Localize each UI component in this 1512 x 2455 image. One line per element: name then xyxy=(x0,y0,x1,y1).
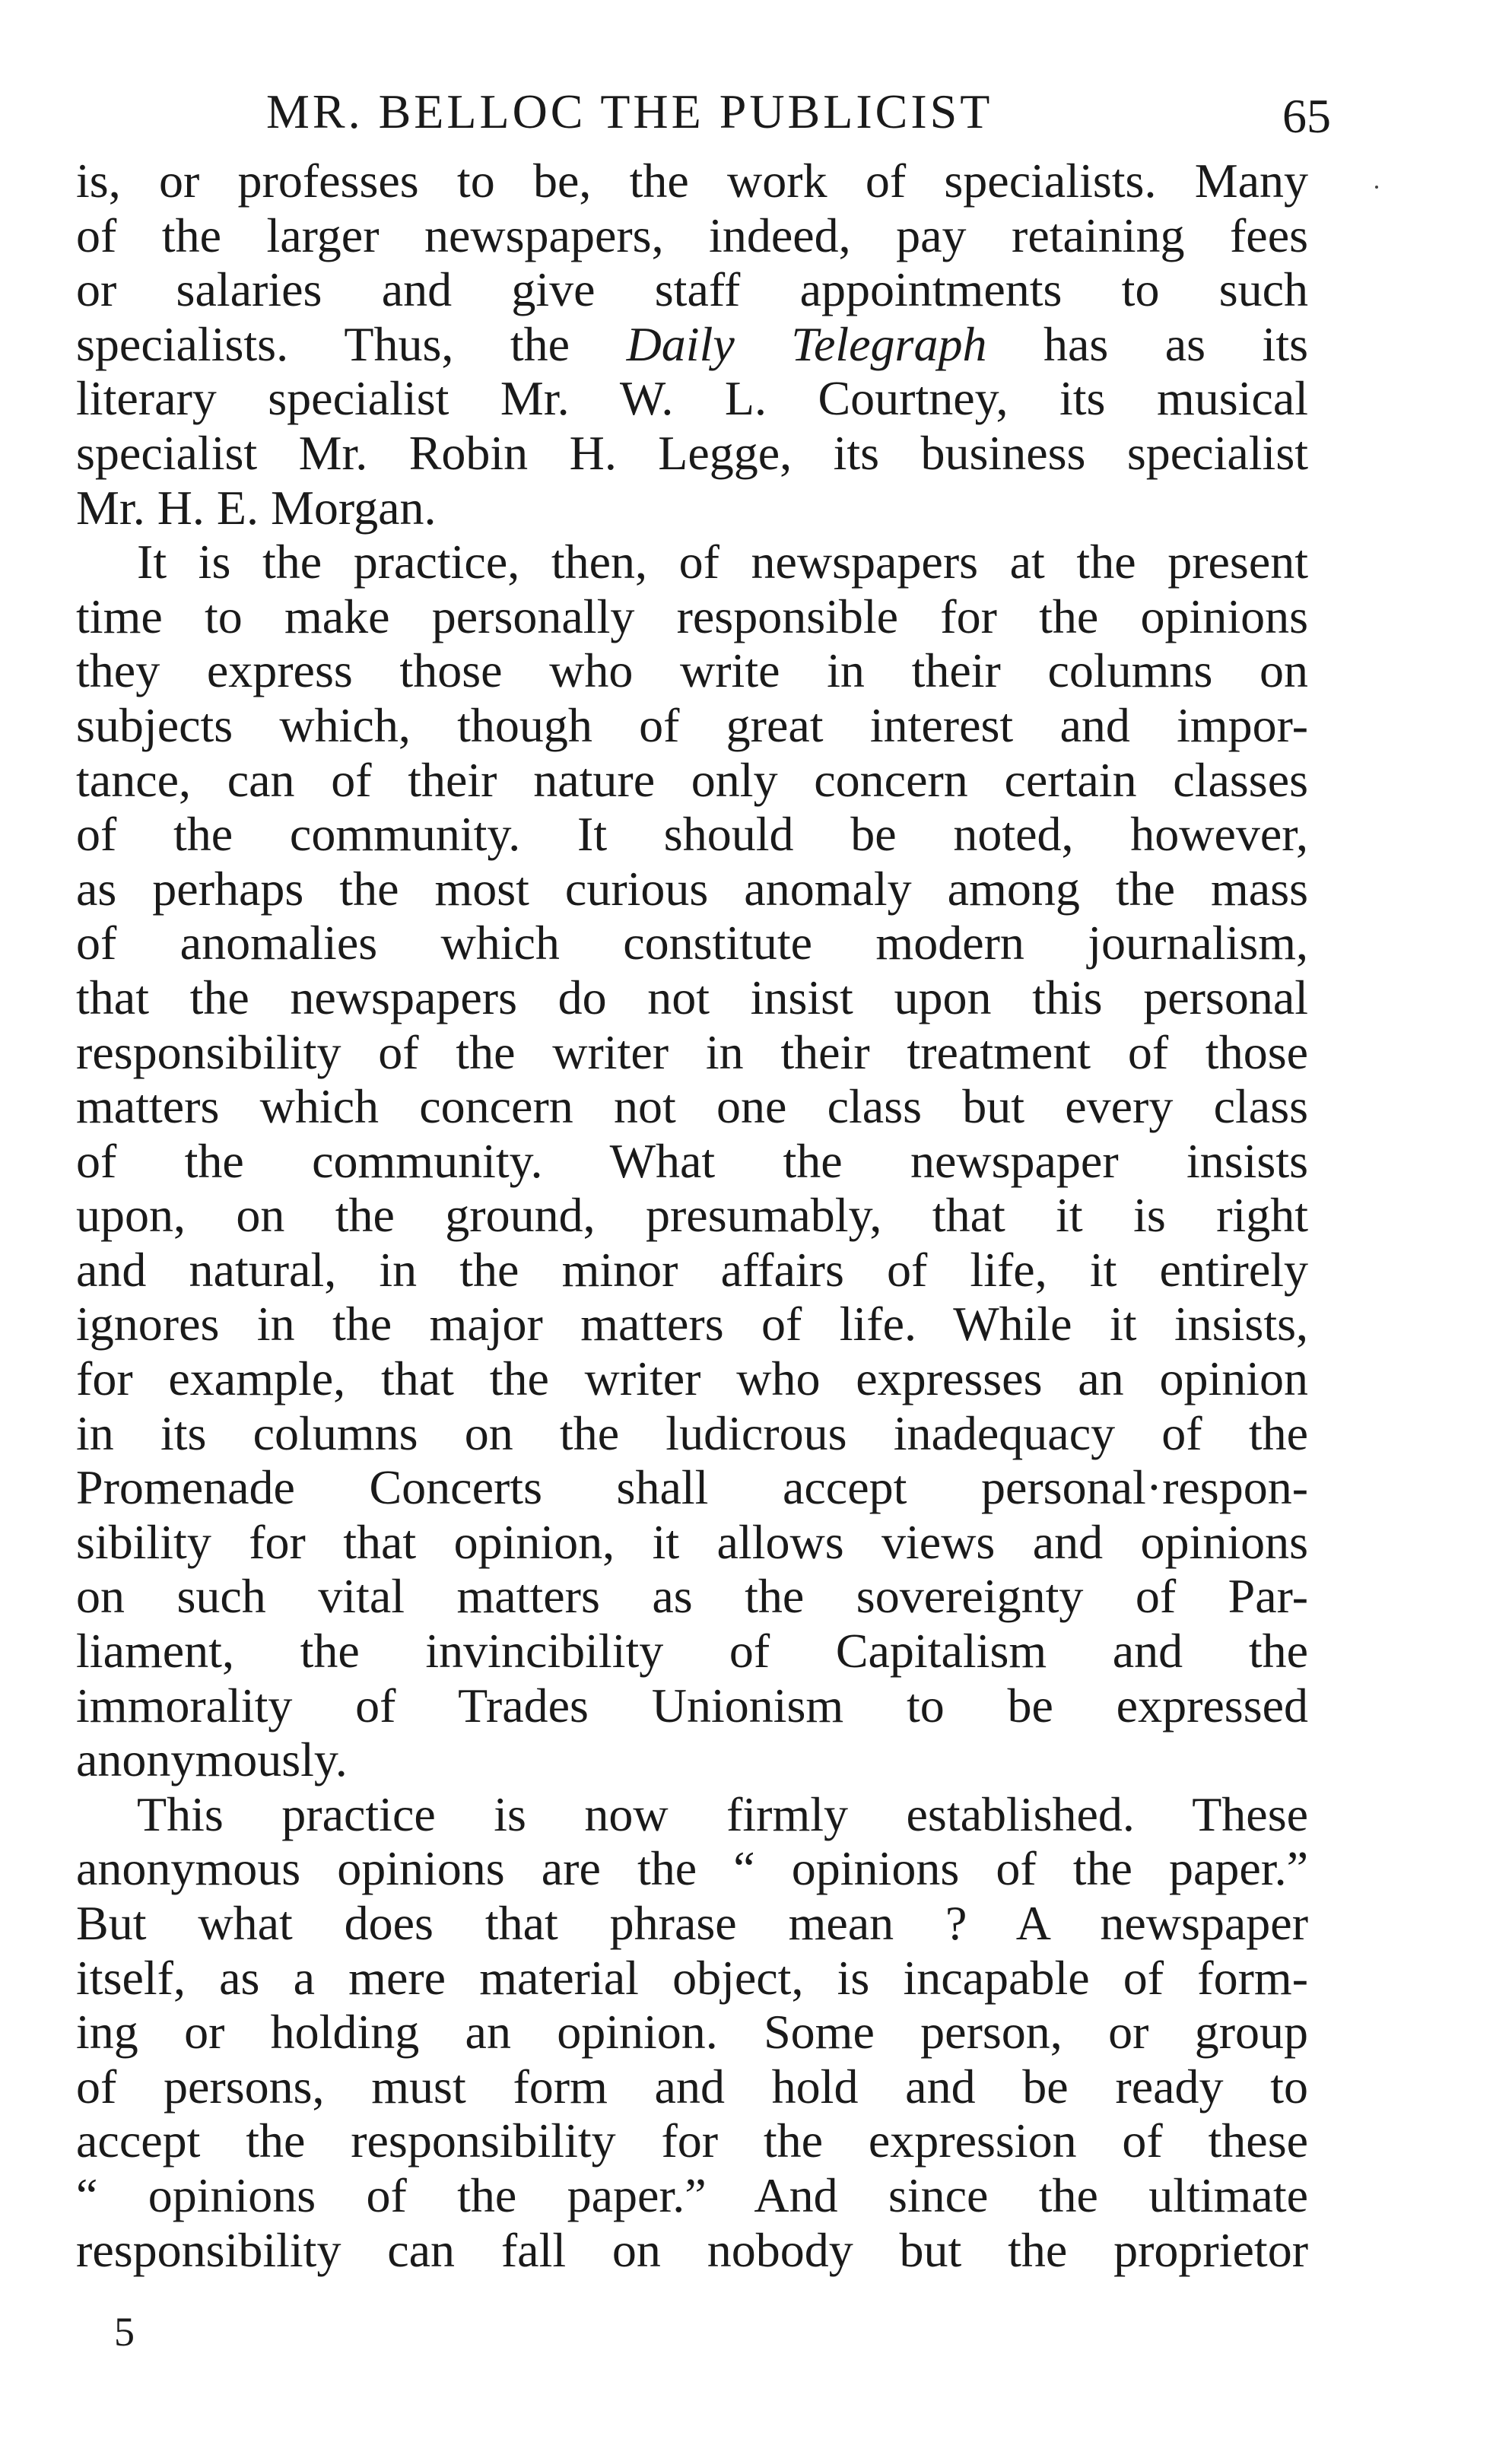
text-line: This practice is now firmly established. These xyxy=(137,1786,1308,1841)
text-line: responsibility of the writer in their treatment of those xyxy=(76,1024,1308,1079)
text-line: upon, on the ground, presumably, that it is right xyxy=(76,1188,1308,1243)
text-line: anonymous opinions are the “ opinions of the paper.” xyxy=(76,1841,1308,1896)
text-line: responsibility can fall on nobody but the proprietor xyxy=(76,2222,1308,2277)
text-line xyxy=(76,317,1308,372)
body-text xyxy=(76,154,1308,2277)
text-line: that the newspapers do not insist upon this personal xyxy=(76,970,1308,1024)
text-line: of persons, must form and hold and be ready to xyxy=(76,2059,1308,2114)
text-line: for example, that the writer who expresses an opinion xyxy=(76,1351,1308,1406)
book-page xyxy=(76,84,1331,2277)
text-line: is, or professes to be, the work of specialists. Many xyxy=(76,154,1308,208)
text-line: sibility for that opinion, it allows views and opinions xyxy=(76,1514,1308,1569)
text-line: tance, can of their nature only concern certain classes xyxy=(76,752,1308,807)
text-line: of anomalies which constitute modern journalism, xyxy=(76,916,1308,970)
text-line: in its columns on the ludicrous inadequacy of the xyxy=(76,1405,1308,1460)
page-header xyxy=(76,84,1331,154)
page-number: 65 xyxy=(1282,89,1331,143)
text-line: as perhaps the most curious anomaly among the mass xyxy=(76,861,1308,916)
text-line: accept the responsibility for the expression of these xyxy=(76,2114,1308,2168)
text-line: and natural, in the minor affairs of life, it entirely xyxy=(76,1242,1308,1297)
text-line: ignores in the major matters of life. While it insists, xyxy=(76,1297,1308,1351)
text-line: of the community. What the newspaper insists xyxy=(76,1133,1308,1188)
text-line: itself, as a mere material object, is incapable of form- xyxy=(76,1950,1308,2005)
text-line: liament, the invincibility of Capitalism and the xyxy=(76,1624,1308,1678)
text-line: on such vital matters as the sovereignty of Par- xyxy=(76,1569,1308,1624)
text-line: they express those who write in their columns on xyxy=(76,643,1308,698)
text-line: “ opinions of the paper.” And since the ultimate xyxy=(76,2168,1308,2222)
text-line: of the larger newspapers, indeed, pay retaining fees xyxy=(76,208,1308,262)
text-line: Mr. H. E. Morgan. xyxy=(76,480,437,535)
stray-mark xyxy=(1375,186,1378,189)
text-line: It is the practice, then, of newspapers at the present xyxy=(137,535,1308,589)
text-fragment: specialists. Thus, the xyxy=(76,316,627,371)
text-line: or salaries and give staff appointments to such xyxy=(76,262,1308,317)
text-line: Promenade Concerts shall accept personal·respon- xyxy=(76,1460,1308,1515)
text-line: matters which concern not one class but every class xyxy=(76,1079,1308,1134)
text-line: anonymously. xyxy=(76,1732,348,1787)
text-line: But what does that phrase mean ? A newspaper xyxy=(76,1896,1308,1950)
text-fragment: has as its xyxy=(986,316,1309,371)
text-line: subjects which, though of great interest and impor- xyxy=(76,697,1308,752)
signature-mark: 5 xyxy=(114,2309,135,2355)
newspaper-title: Daily Telegraph xyxy=(626,316,987,371)
text-line: time to make personally responsible for the opinions xyxy=(76,589,1308,643)
text-line: immorality of Trades Unionism to be expressed xyxy=(76,1678,1308,1732)
text-line: of the community. It should be noted, however, xyxy=(76,807,1308,862)
running-head: MR. BELLOC THE PUBLICIST xyxy=(266,84,993,138)
text-line: specialist Mr. Robin H. Legge, its business specialist xyxy=(76,425,1308,480)
text-line: ing or holding an opinion. Some person, or group xyxy=(76,2005,1308,2060)
text-line: literary specialist Mr. W. L. Courtney, its musical xyxy=(76,371,1308,426)
